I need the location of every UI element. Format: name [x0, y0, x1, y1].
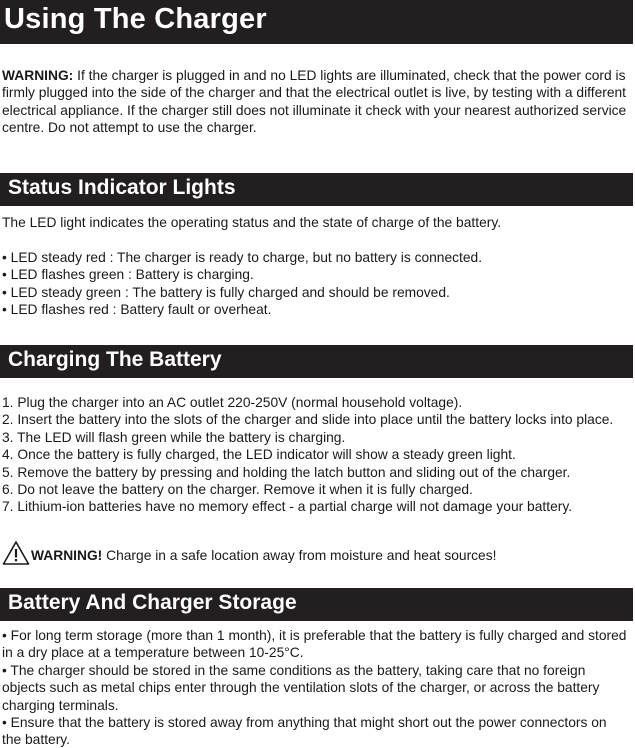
charge-location-warning: [2, 540, 602, 568]
warning-message: [31, 547, 496, 564]
list-item: 6. Do not leave the battery on the charger. Remove it when it is fully charged.: [2, 482, 473, 498]
status-intro-text: The LED light indicates the operating status and the state of charge of the battery.: [2, 215, 502, 230]
warning-label: WARNING!: [31, 548, 103, 563]
list-item: 5. Remove the battery by pressing and holding the latch button and sliding out of the charger.: [2, 464, 571, 480]
list-item: • LED steady green : The battery is fully charged and should be removed.: [2, 284, 450, 300]
warning-label: WARNING:: [2, 68, 74, 83]
list-item: 4. Once the battery is fully charged, the LED indicator will show a steady green light.: [2, 447, 516, 463]
warning-body: If the charger is plugged in and no LED lights are illuminated, check that the power cord is firmly plugged into the side of the charger and that the electrical outlet is live, by testing with a different electrical appliance. If the charger still does not illuminate it check with your nearest authorized service centre. Do not attempt to use the charger.: [2, 68, 627, 136]
warning-triangle-icon: [2, 540, 30, 566]
section-header-storage: [0, 588, 633, 621]
list-item: 3. The LED will flash green while the battery is charging.: [2, 429, 346, 445]
list-item: • Ensure that the battery is stored away from anything that might short out the power connectors on the battery.: [2, 715, 607, 748]
storage-tips-list: [2, 627, 628, 748]
list-item: • LED flashes green : Battery is charging.: [2, 267, 254, 283]
status-light-list: [2, 249, 628, 319]
page-title-bar: [0, 0, 633, 44]
list-item: • The charger should be stored in the same conditions as the battery, taking care that no foreign objects such as metal chips enter through the ventilation slots of the charger, or across the battery charging terminals.: [2, 662, 600, 713]
list-item: 7. Lithium-ion batteries have no memory effect - a partial charge will not damage your battery.: [2, 499, 573, 515]
section-header-charging: [0, 345, 633, 378]
list-item: • LED flashes red : Battery fault or overheat.: [2, 302, 272, 318]
section-header-status-lights: [0, 173, 633, 206]
section-title: Charging The Battery: [8, 348, 222, 371]
warning-body: Charge in a safe location away from moisture and heat sources!: [102, 548, 497, 563]
list-item: 1. Plug the charger into an AC outlet 220-250V (normal household voltage).: [2, 395, 463, 410]
charger-warning-paragraph: [2, 67, 628, 137]
section-title: Battery And Charger Storage: [8, 591, 297, 614]
list-item: • For long term storage (more than 1 month), it is preferable that the battery is fully charged and stored in a dry place at a temperature between 10-25°C.: [2, 628, 627, 661]
list-item: • LED steady red : The charger is ready to charge, but no battery is connected.: [2, 250, 483, 265]
charging-steps-list: [2, 394, 628, 516]
page-title: Using The Charger: [4, 3, 267, 35]
section-title: Status Indicator Lights: [8, 176, 236, 199]
list-item: 2. Insert the battery into the slots of the charger and slide into place until the battery locks into place.: [2, 412, 614, 428]
